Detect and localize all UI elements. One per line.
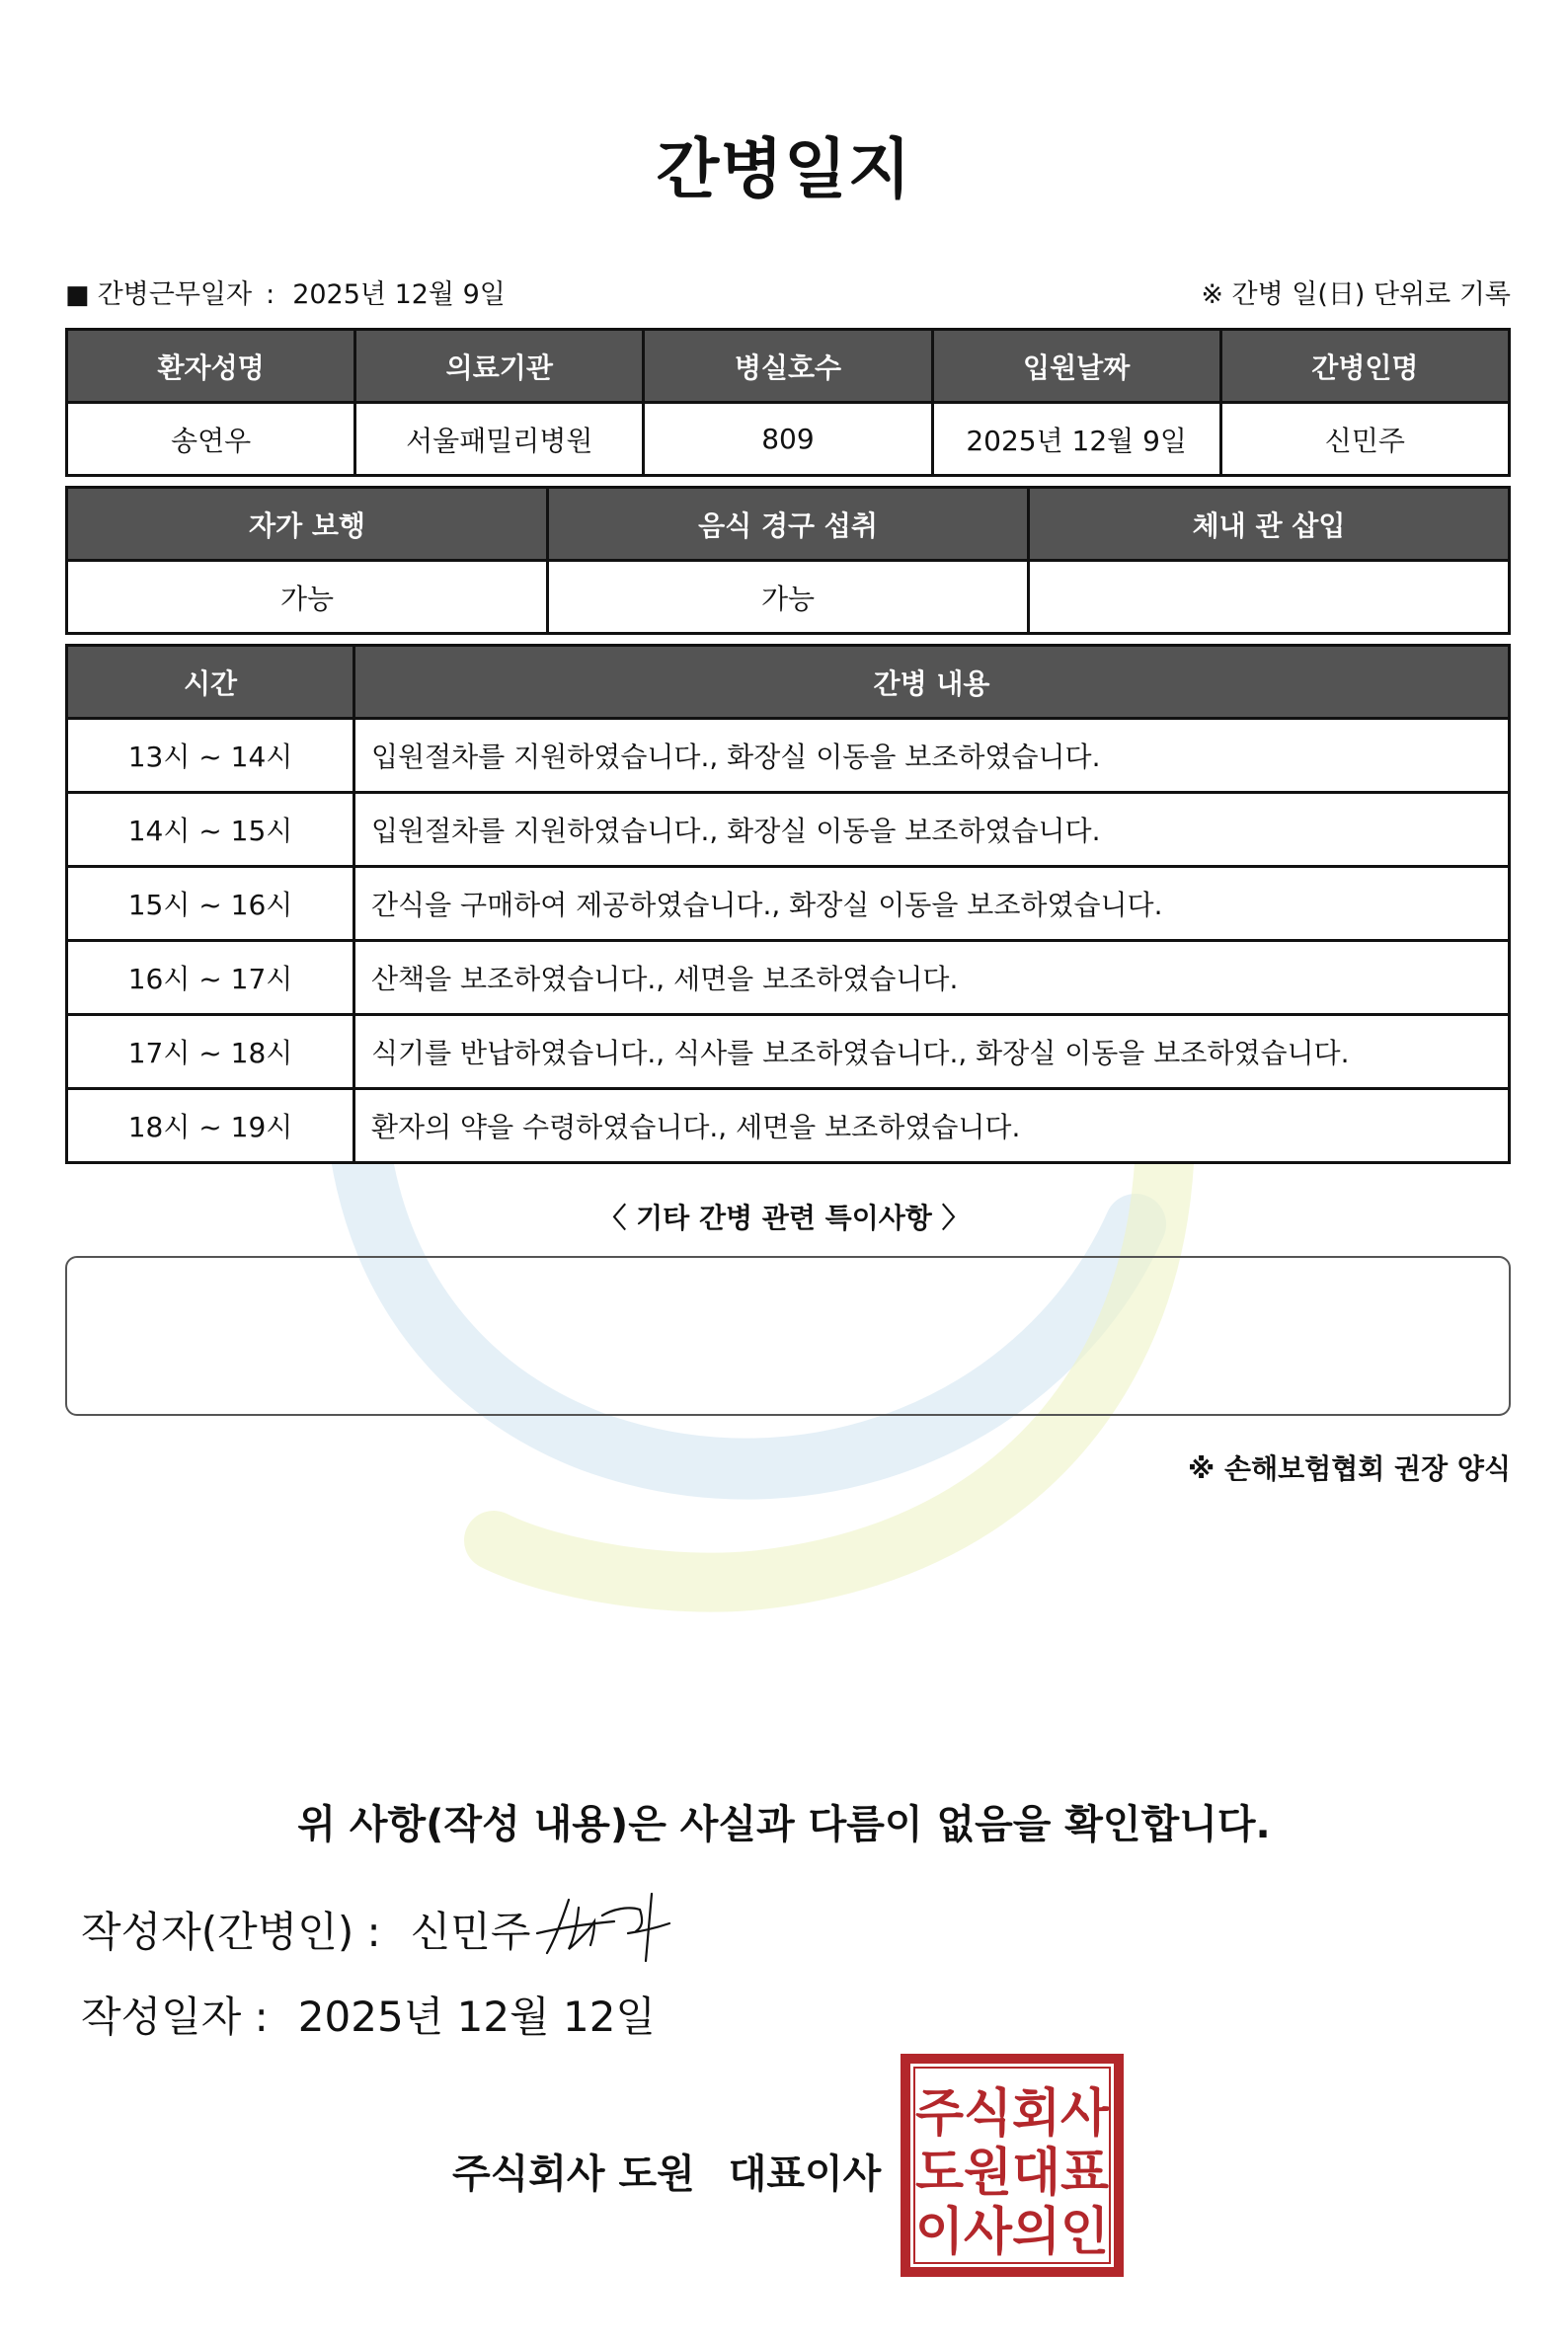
writer-label: 작성자(간병인) : xyxy=(81,1908,381,1956)
recommendation-note: ※ 손해보험협회 권장 양식 xyxy=(1188,1452,1511,1485)
company-seal-stamp xyxy=(901,2054,1124,2277)
signature xyxy=(533,1888,671,1967)
self-walking-value: 가능 xyxy=(67,561,548,634)
status-header-row xyxy=(67,488,1510,561)
company-name: 주식회사 도원 xyxy=(452,2151,695,2197)
svg-text:도원대표: 도원대표 xyxy=(915,2144,1109,2203)
table-row xyxy=(67,1015,1510,1089)
company-line xyxy=(452,2143,881,2199)
oral-intake-value: 가능 xyxy=(548,561,1029,634)
admission-date: 2025년 12월 9일 xyxy=(932,403,1220,476)
patient-status-table xyxy=(65,486,1511,635)
table-row xyxy=(67,941,1510,1015)
company-ceo-title: 대표이사 xyxy=(728,2151,882,2197)
record-unit-note: ※ 간병 일(日) 단위로 기록 xyxy=(1201,279,1511,310)
log-time: 18시 ~ 19시 xyxy=(67,1089,354,1163)
status-value-row xyxy=(67,561,1510,634)
header-care-content: 간병 내용 xyxy=(354,646,1510,719)
work-date-value: 2025년 12월 9일 xyxy=(292,279,506,310)
log-time: 16시 ~ 17시 xyxy=(67,941,354,1015)
room-number: 809 xyxy=(644,403,932,476)
remarks-box xyxy=(65,1256,1511,1416)
table-row xyxy=(67,719,1510,793)
confirmation-statement: 위 사항(작성 내용)은 사실과 다름이 없음을 확인합니다. xyxy=(297,1802,1271,1847)
document-title: 간병일지 xyxy=(656,131,912,207)
caregiver-name: 신민주 xyxy=(1220,403,1509,476)
header-caregiver-name: 간병인명 xyxy=(1220,330,1509,403)
log-content: 입원절차를 지원하였습니다., 화장실 이동을 보조하였습니다. xyxy=(354,793,1510,867)
log-content: 간식을 구매하여 제공하였습니다., 화장실 이동을 보조하였습니다. xyxy=(354,867,1510,941)
patient-name: 송연우 xyxy=(67,403,355,476)
tube-insertion-value xyxy=(1029,561,1510,634)
header-patient-name: 환자성명 xyxy=(67,330,355,403)
header-room-number: 병실호수 xyxy=(644,330,932,403)
written-date-value: 2025년 12월 12일 xyxy=(297,1993,656,2041)
header-self-walking: 자가 보행 xyxy=(67,488,548,561)
written-date-line xyxy=(81,1985,656,2044)
header-hospital: 의료기관 xyxy=(355,330,644,403)
log-content: 입원절차를 지원하였습니다., 화장실 이동을 보조하였습니다. xyxy=(354,719,1510,793)
header-oral-intake: 음식 경구 섭취 xyxy=(548,488,1029,561)
writer-line xyxy=(81,1900,530,1959)
svg-text:이사의인: 이사의인 xyxy=(915,2203,1109,2262)
table-row xyxy=(67,793,1510,867)
written-date-label: 작성일자 : xyxy=(81,1993,269,2041)
log-time: 13시 ~ 14시 xyxy=(67,719,354,793)
svg-text:주식회사: 주식회사 xyxy=(915,2084,1110,2144)
table-row xyxy=(67,1089,1510,1163)
header-time: 시간 xyxy=(67,646,354,719)
log-time: 14시 ~ 15시 xyxy=(67,793,354,867)
table-row xyxy=(67,867,1510,941)
work-date-colon: : xyxy=(266,279,275,310)
header-tube-insertion: 체내 관 삽입 xyxy=(1029,488,1510,561)
patient-info-table xyxy=(65,328,1511,477)
log-content: 식기를 반납하였습니다., 식사를 보조하였습니다., 화장실 이동을 보조하였습니다. xyxy=(354,1015,1510,1089)
patient-header-row xyxy=(67,330,1510,403)
writer-name: 신민주 xyxy=(410,1908,531,1956)
log-time: 15시 ~ 16시 xyxy=(67,867,354,941)
hospital-name: 서울패밀리병원 xyxy=(355,403,644,476)
patient-value-row xyxy=(67,403,1510,476)
care-log-table xyxy=(65,644,1511,1164)
log-time: 17시 ~ 18시 xyxy=(67,1015,354,1089)
square-bullet-icon: ■ xyxy=(65,280,90,310)
work-date-line xyxy=(65,273,506,311)
log-header-row xyxy=(67,646,1510,719)
log-content: 환자의 약을 수령하였습니다., 세면을 보조하였습니다. xyxy=(354,1089,1510,1163)
remarks-title: 〈 기타 간병 관련 특이사항 〉 xyxy=(598,1202,970,1234)
work-date-label: 간병근무일자 xyxy=(97,279,253,310)
log-content: 산책을 보조하였습니다., 세면을 보조하였습니다. xyxy=(354,941,1510,1015)
header-admission-date: 입원날짜 xyxy=(932,330,1220,403)
